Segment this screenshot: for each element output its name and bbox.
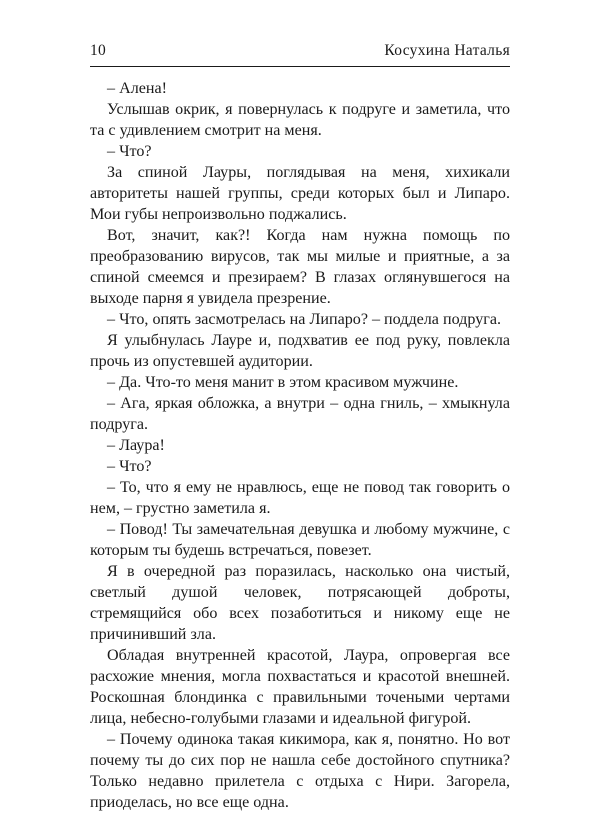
paragraph: – Что?: [107, 143, 152, 160]
paragraph: Услышав окрик, я повернулась к подруге и заметила, что та с удивлением смотрит на меня.: [90, 101, 510, 139]
paragraph: – Алена!: [107, 80, 167, 97]
paragraph: Обладая внутренней красотой, Лаура, опровергая все расхожие мнения, могла похвастаться и красотой внешней. Роскошная блондинка с правильными точеными чертами лица, небесно-голубыми глазами и идеальной фигурой.: [90, 647, 510, 727]
paragraph: – Ага, яркая обложка, а внутри – одна гниль, – хмыкнула подруга.: [90, 395, 510, 433]
paragraph: За спиной Лауры, поглядывая на меня, хихикали авторитеты нашей группы, среди которых был и Липаро. Мои губы непроизвольно поджались.: [90, 164, 510, 223]
page-number: 10: [90, 42, 107, 59]
paragraph: – Повод! Ты замечательная девушка и любому мужчине, с которым ты будешь встречаться, повезет.: [90, 521, 510, 559]
paragraph: – Что, опять засмотрелась на Липаро? – поддела подруга.: [107, 311, 502, 328]
paragraph: Вот, значит, как?! Когда нам нужна помощь по преобразованию вирусов, так мы милые и приятные, а за спиной смеемся и презираем? В глазах оглянувшегося на выходе парня я увидела презрение.: [90, 227, 510, 307]
author-name: Косухина Наталья: [384, 42, 510, 59]
page-body: [90, 78, 510, 813]
running-header: [90, 42, 510, 60]
paragraph: Я улыбнулась Лауре и, подхватив ее под руку, повлекла прочь из опустевшей аудитории.: [90, 332, 510, 370]
paragraph: – Почему одинока такая кикимора, как я, понятно. Но вот почему ты до сих пор не нашла себе достойного спутника? Только недавно прилетела с отдыха с Нири. Загорела, приоделась, но все еще одна.: [90, 731, 510, 811]
paragraph: Я в очередной раз поразилась, насколько она чистый, светлый душой человек, потрясающей доброты, стремящийся обо всех позаботиться и никому еще не причинивший зла.: [90, 563, 510, 643]
paragraph: – То, что я ему не нравлюсь, еще не повод так говорить о нем, – грустно заметила я.: [90, 479, 510, 517]
paragraph: – Что?: [107, 458, 152, 475]
paragraph: – Да. Что-то меня манит в этом красивом мужчине.: [107, 374, 459, 391]
paragraph: – Лаура!: [107, 437, 165, 454]
header-rule: [90, 66, 510, 67]
